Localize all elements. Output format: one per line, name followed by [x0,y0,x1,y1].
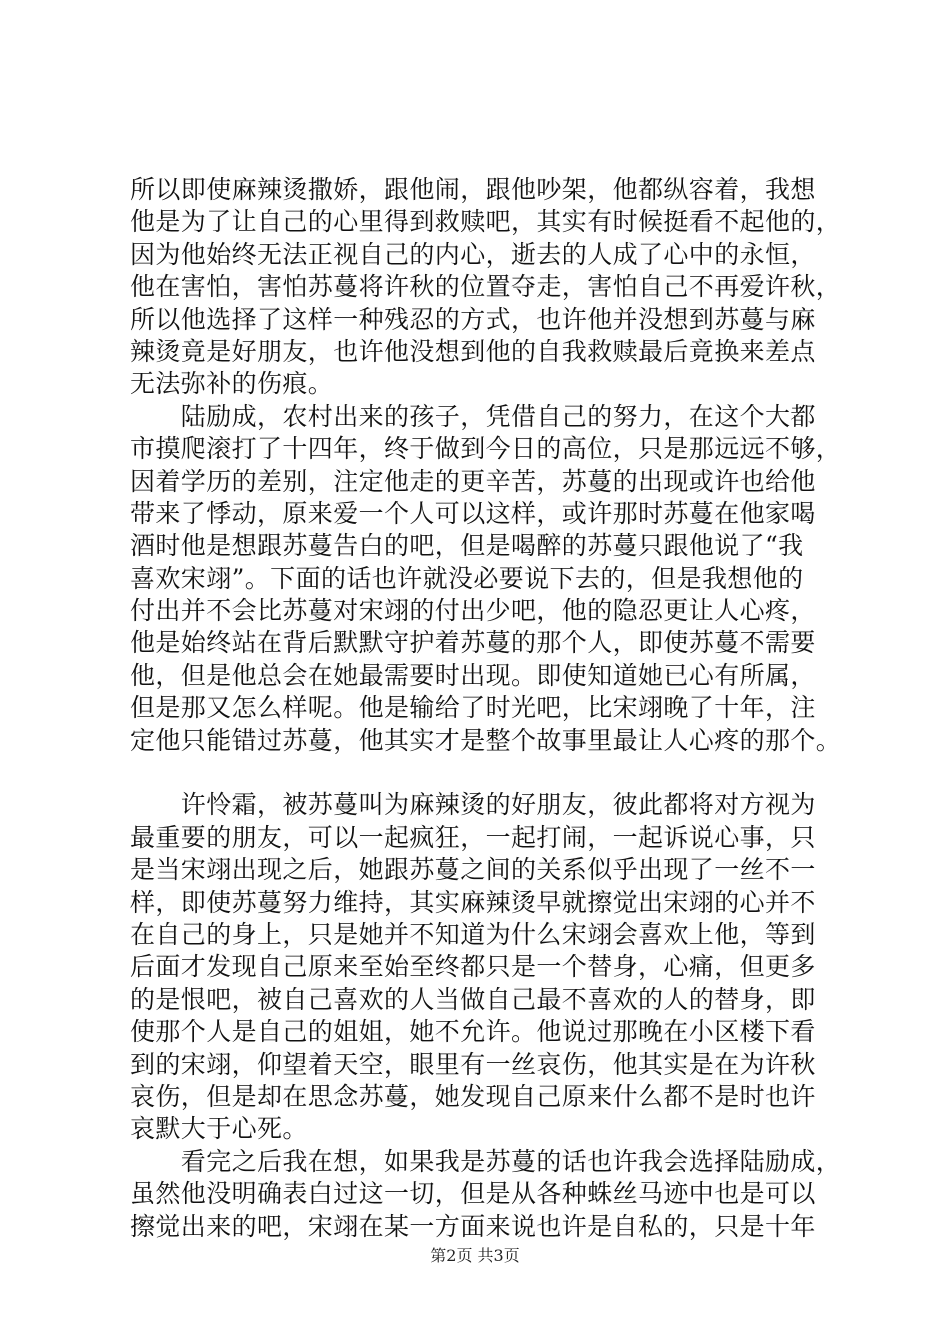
text-line: 他是为了让自己的心里得到救赎吧，其实有时候挺看不起他的， [130,207,842,237]
text-line: 最重要的朋友，可以一起疯狂，一起打闹，一起诉说心事，只 [130,822,816,852]
text-line: 喜欢宋翊”。下面的话也许就没必要说下去的，但是我想他的 [130,563,804,593]
text-line: 他是始终站在背后默默守护着苏蔓的那个人，即使苏蔓不需要 [130,628,816,658]
text-line: 他在害怕，害怕苏蔓将许秋的位置夺走，害怕自己不再爱许秋， [130,272,842,302]
text-line: 样，即使苏蔓努力维持，其实麻辣烫早就擦觉出宋翊的心并不 [130,887,816,917]
text-line: 因着学历的差别，注定他走的更辛苦，苏蔓的出现或许也给他 [130,466,816,496]
text-line: 所以即使麻辣烫撒娇，跟他闹，跟他吵架，他都纵容着，我想 [130,175,816,204]
text-line: 在自己的身上，只是她并不知道为什么宋翊会喜欢上他，等到 [130,919,816,949]
text-line: 擦觉出来的吧，宋翊在某一方面来说也许是自私的，只是十年 [130,1211,816,1241]
text-line: 无法弥补的伤痕。 [130,369,334,399]
text-line: 的是恨吧，被自己喜欢的人当做自己最不喜欢的人的替身，即 [130,984,816,1014]
text-line: 陆励成，农村出来的孩子，凭借自己的努力，在这个大都 [130,401,816,431]
text-line: 哀伤，但是却在思念苏蔓，她发现自己原来什么都不是时也许 [130,1081,816,1111]
text-line: 许怜霜，被苏蔓叫为麻辣烫的好朋友，彼此都将对方视为 [130,790,816,820]
text-line: 酒时他是想跟苏蔓告白的吧，但是喝醉的苏蔓只跟他说了“我 [130,531,804,561]
text-line: 市摸爬滚打了十四年，终于做到今日的高位，只是那远远不够， [130,434,842,464]
text-line: 是当宋翊出现之后，她跟苏蔓之间的关系似乎出现了一丝不一 [130,855,816,885]
paragraph-gap [130,757,830,789]
text-line: 付出并不会比苏蔓对宋翊的付出少吧，他的隐忍更让人心疼， [130,596,816,626]
text-line: 哀默大于心死。 [130,1114,308,1144]
text-line: 使那个人是自己的姐姐，她不允许。他说过那晚在小区楼下看 [130,1017,816,1047]
text-line: 辣烫竟是好朋友，也许他没想到他的自我救赎最后竟换来差点 [130,336,816,366]
text-line: 带来了悸动，原来爱一个人可以这样，或许那时苏蔓在他家喝 [130,498,816,528]
text-line: 虽然他没明确表白过这一切，但是从各种蛛丝马迹中也是可以 [130,1179,816,1209]
body-text [130,174,842,1243]
text-line: 他，但是他总会在她最需要时出现。即使知道她已心有所属， [130,660,816,690]
text-line: 后面才发现自己原来至始至终都只是一个替身，心痛，但更多 [130,952,816,982]
text-line: 定他只能错过苏蔓，他其实才是整个故事里最让人心疼的那个。 [130,725,842,755]
text-line: 所以他选择了这样一种残忍的方式，也许他并没想到苏蔓与麻 [130,304,816,334]
page-footer: 第2页 共3页 [430,1246,520,1265]
text-line: 到的宋翊，仰望着天空，眼里有一丝哀伤，他其实是在为许秋 [130,1049,816,1079]
text-line: 但是那又怎么样呢。他是输给了时光吧，比宋翊晚了十年，注 [130,693,816,723]
text-line: 看完之后我在想，如果我是苏蔓的话也许我会选择陆励成， [130,1146,842,1176]
text-line: 因为他始终无法正视自己的内心，逝去的人成了心中的永恒， [130,239,816,269]
